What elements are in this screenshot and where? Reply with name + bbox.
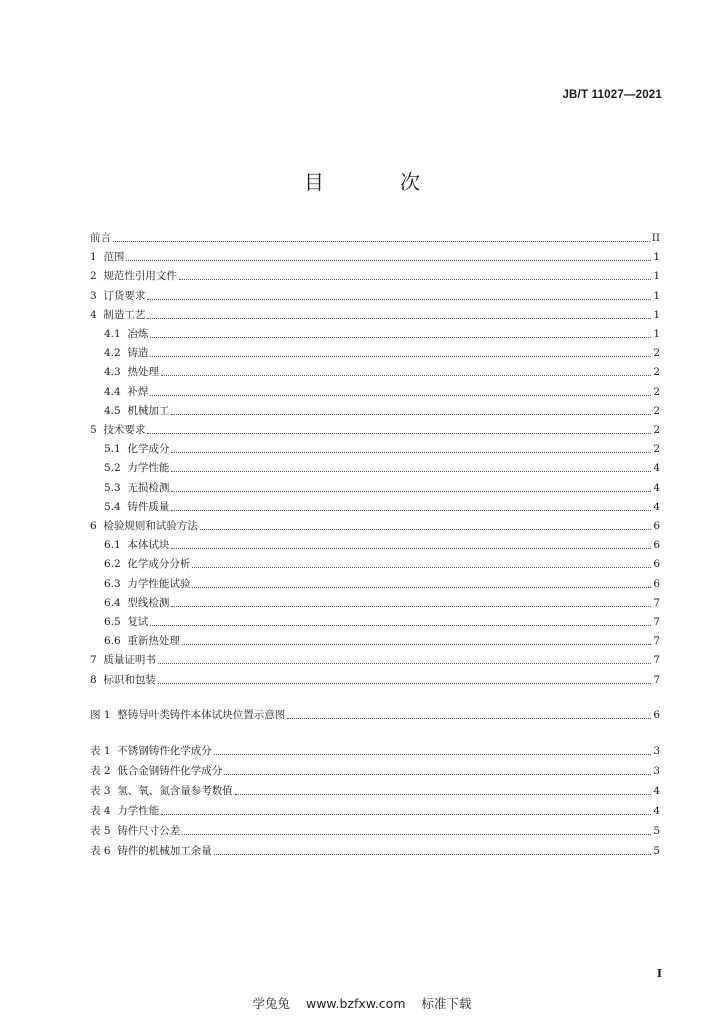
table-entry[interactable] xyxy=(90,802,660,818)
toc-entry-label: 热处理 xyxy=(127,366,159,379)
toc-entry-label: 本体试块 xyxy=(127,539,170,552)
toc-entry-number: 6.1 xyxy=(104,539,128,552)
dot-leader xyxy=(161,813,651,815)
table-entry-page: 5 xyxy=(653,844,660,857)
standard-code: JB/T 11027—2021 xyxy=(562,89,662,101)
figure-entry-page: 6 xyxy=(653,709,660,721)
toc-entry-label: 制造工艺 xyxy=(103,308,146,321)
toc-entry-number: 4.5 xyxy=(104,404,128,417)
toc-entry-page: 1 xyxy=(653,328,660,340)
table-entry-page: 4 xyxy=(653,804,660,817)
table-entry-label: 铸件尺寸公差 xyxy=(117,824,181,837)
dot-leader xyxy=(150,394,651,396)
dot-leader xyxy=(171,509,651,511)
table-entry-number: 表 1 xyxy=(90,745,118,757)
toc-entry-number: 8 xyxy=(90,673,104,686)
dot-leader xyxy=(150,336,651,338)
toc-entry-number: 4.2 xyxy=(104,347,128,360)
toc-entry-label: 检验规则和试验方法 xyxy=(103,520,198,532)
toc-entry-number: 5.2 xyxy=(104,462,128,475)
toc-entry[interactable] xyxy=(104,594,660,610)
toc-entry[interactable] xyxy=(104,536,660,552)
toc-entry-number: 4.1 xyxy=(104,328,128,340)
table-entry-page: 5 xyxy=(653,824,660,837)
table-entry[interactable] xyxy=(90,822,660,838)
table-entry-page: 3 xyxy=(653,745,660,757)
toc-entry-page: 2 xyxy=(653,347,660,360)
toc-entry-page: 7 xyxy=(653,673,660,686)
dot-leader xyxy=(182,643,651,645)
toc-entry-number: 5.3 xyxy=(104,481,128,494)
toc-entry-number: 6.4 xyxy=(104,596,128,609)
dot-leader xyxy=(150,624,651,626)
toc-entry-label: 铸造 xyxy=(127,347,149,360)
toc-entry[interactable] xyxy=(90,229,660,245)
dot-leader xyxy=(192,566,651,568)
dot-leader xyxy=(158,662,651,664)
dot-leader xyxy=(147,432,651,434)
toc-entry-page: 6 xyxy=(653,558,660,571)
toc-entry-number: 3 xyxy=(90,289,104,302)
table-entry-number: 表 6 xyxy=(90,844,118,857)
dot-leader xyxy=(147,317,651,319)
dot-leader xyxy=(158,682,651,684)
toc-entry[interactable] xyxy=(104,632,660,648)
toc-entry-page: 6 xyxy=(653,539,660,552)
toc-entry[interactable] xyxy=(90,651,660,667)
dot-leader xyxy=(235,793,652,795)
toc-entry-label: 化学成分 xyxy=(127,443,170,456)
toc-entry-page: II xyxy=(651,232,660,244)
table-entry-label: 不锈钢铸件化学成分 xyxy=(117,745,212,757)
toc-entry-number: 6 xyxy=(90,520,104,532)
dot-leader xyxy=(171,451,651,453)
dot-leader xyxy=(171,470,651,472)
dot-leader xyxy=(126,259,651,261)
toc-entry-label: 规范性引用文件 xyxy=(103,270,177,283)
toc-entry[interactable] xyxy=(104,459,660,475)
toc-entry[interactable] xyxy=(104,325,660,341)
toc-entry-page: 7 xyxy=(653,635,660,648)
toc-entry-page: 6 xyxy=(653,520,660,532)
toc-entry[interactable] xyxy=(90,517,660,533)
toc-entry-number: 6.5 xyxy=(104,616,128,628)
table-entry-label: 低合金钢铸件化学成分 xyxy=(117,764,223,777)
table-entry[interactable] xyxy=(90,842,660,858)
dot-leader xyxy=(161,374,651,376)
toc-entry-page: 1 xyxy=(653,289,660,302)
dot-leader xyxy=(171,605,651,607)
table-entry[interactable] xyxy=(90,742,660,758)
toc-entry-label: 质量证明书 xyxy=(103,654,156,667)
toc-entry-label: 复试 xyxy=(127,616,149,628)
toc-entry-page: 1 xyxy=(653,308,660,321)
table-entry[interactable] xyxy=(90,782,660,798)
toc-entry[interactable] xyxy=(90,671,660,687)
toc-entry-number: 5.1 xyxy=(104,443,128,456)
toc-entry-number: 5 xyxy=(90,424,104,436)
page-number: I xyxy=(656,967,662,980)
table-entry-number: 表 5 xyxy=(90,824,118,837)
toc-entry-number: 6.3 xyxy=(104,577,128,590)
dot-leader xyxy=(287,717,651,719)
toc-entry-page: 1 xyxy=(653,251,660,264)
toc-entry-number: 4 xyxy=(90,308,104,321)
table-entry-label: 氢、氧、氮含量参考数值 xyxy=(117,784,233,797)
toc-entry-number: 6.2 xyxy=(104,558,128,571)
toc-entry-page: 2 xyxy=(653,424,660,436)
toc-entry-number: 1 xyxy=(90,251,104,264)
toc-entry[interactable] xyxy=(90,248,660,264)
watermark-url[interactable]: www.bzfxw.com xyxy=(305,996,406,1011)
toc-entry-label: 力学性能试验 xyxy=(127,577,191,590)
toc-entry-page: 7 xyxy=(653,654,660,667)
toc-entry[interactable] xyxy=(104,575,660,591)
toc-entry-number: 2 xyxy=(90,270,104,283)
table-entry-number: 表 2 xyxy=(90,764,118,777)
dot-leader xyxy=(147,298,651,300)
toc-entry-page: 4 xyxy=(653,500,660,513)
toc-entry-page: 4 xyxy=(653,481,660,494)
toc-entry-label: 力学性能 xyxy=(127,462,170,475)
toc-entry-label: 冶炼 xyxy=(127,328,149,340)
watermark xyxy=(0,994,724,1012)
dot-leader xyxy=(113,240,650,242)
table-entry[interactable] xyxy=(90,762,660,778)
toc-entry-page: 6 xyxy=(653,577,660,590)
toc-entry-label: 技术要求 xyxy=(103,424,146,436)
toc-entry[interactable] xyxy=(104,555,660,571)
toc-entry-label: 标识和包装 xyxy=(103,673,156,686)
table-entry-page: 3 xyxy=(653,764,660,777)
toc-entry-label: 化学成分分析 xyxy=(127,558,191,571)
toc-entry-label: 无损检测 xyxy=(127,481,170,494)
toc-entry-label: 型线检测 xyxy=(127,596,170,609)
toc-entry-label: 订货要求 xyxy=(103,289,146,302)
toc-entry-label: 重新热处理 xyxy=(127,635,180,648)
toc-entry-number: 4.4 xyxy=(104,385,128,398)
table-entry-number: 表 4 xyxy=(90,804,118,817)
table-entry-page: 4 xyxy=(653,784,660,797)
dot-leader xyxy=(171,413,651,415)
dot-leader xyxy=(171,490,651,492)
watermark-tagline: 标准下载 xyxy=(421,996,472,1011)
dot-leader xyxy=(192,586,651,588)
toc-entry-page: 2 xyxy=(653,443,660,456)
toc-entry[interactable] xyxy=(90,267,660,283)
toc-entry-page: 1 xyxy=(653,270,660,283)
toc-entry[interactable] xyxy=(104,402,660,418)
page-title: 目 次 xyxy=(304,170,448,194)
dot-leader xyxy=(214,853,652,855)
toc-entry[interactable] xyxy=(90,287,660,303)
toc-entry[interactable] xyxy=(104,363,660,379)
dot-leader xyxy=(224,773,651,775)
toc-entry-label: 范围 xyxy=(103,251,125,264)
toc-entry-page: 7 xyxy=(653,616,660,628)
figure-entry-label: 整铸导叶类铸件本体试块位置示意图 xyxy=(117,709,286,721)
toc-entry-page: 2 xyxy=(653,366,660,379)
dot-leader xyxy=(179,278,651,280)
toc-entry-number: 6.6 xyxy=(104,635,128,648)
toc-entry-number: 7 xyxy=(90,654,104,667)
toc-entry[interactable] xyxy=(104,344,660,360)
toc-entry-page: 2 xyxy=(653,404,660,417)
toc-entry-page: 7 xyxy=(653,596,660,609)
toc-entry[interactable] xyxy=(104,613,660,629)
toc-entry-page: 2 xyxy=(653,385,660,398)
dot-leader xyxy=(171,547,651,549)
toc-entry[interactable] xyxy=(104,440,660,456)
toc-entry-label: 铸件质量 xyxy=(127,500,170,513)
toc-entry-label: 补焊 xyxy=(127,385,149,398)
toc-entry-label: 机械加工 xyxy=(127,404,170,417)
toc-entry[interactable] xyxy=(104,383,660,399)
figure-entry[interactable] xyxy=(90,706,660,722)
toc-entry-number: 4.3 xyxy=(104,366,128,379)
toc-entry[interactable] xyxy=(104,479,660,495)
dot-leader xyxy=(214,753,652,755)
table-entry-label: 力学性能 xyxy=(117,804,160,817)
dot-leader xyxy=(150,355,651,357)
toc-entry[interactable] xyxy=(90,306,660,322)
toc-entry-label: 前言 xyxy=(90,232,111,244)
dot-leader xyxy=(200,528,651,530)
table-entry-number: 表 3 xyxy=(90,784,118,797)
toc-entry-page: 4 xyxy=(653,462,660,475)
toc-entry[interactable] xyxy=(104,498,660,514)
toc-entry-number: 5.4 xyxy=(104,500,128,513)
watermark-site-name: 学兔兔 xyxy=(252,996,290,1011)
toc-entry[interactable] xyxy=(90,421,660,437)
table-entry-label: 铸件的机械加工余量 xyxy=(117,844,212,857)
dot-leader xyxy=(182,833,651,835)
figure-entry-number: 图 1 xyxy=(90,709,118,721)
